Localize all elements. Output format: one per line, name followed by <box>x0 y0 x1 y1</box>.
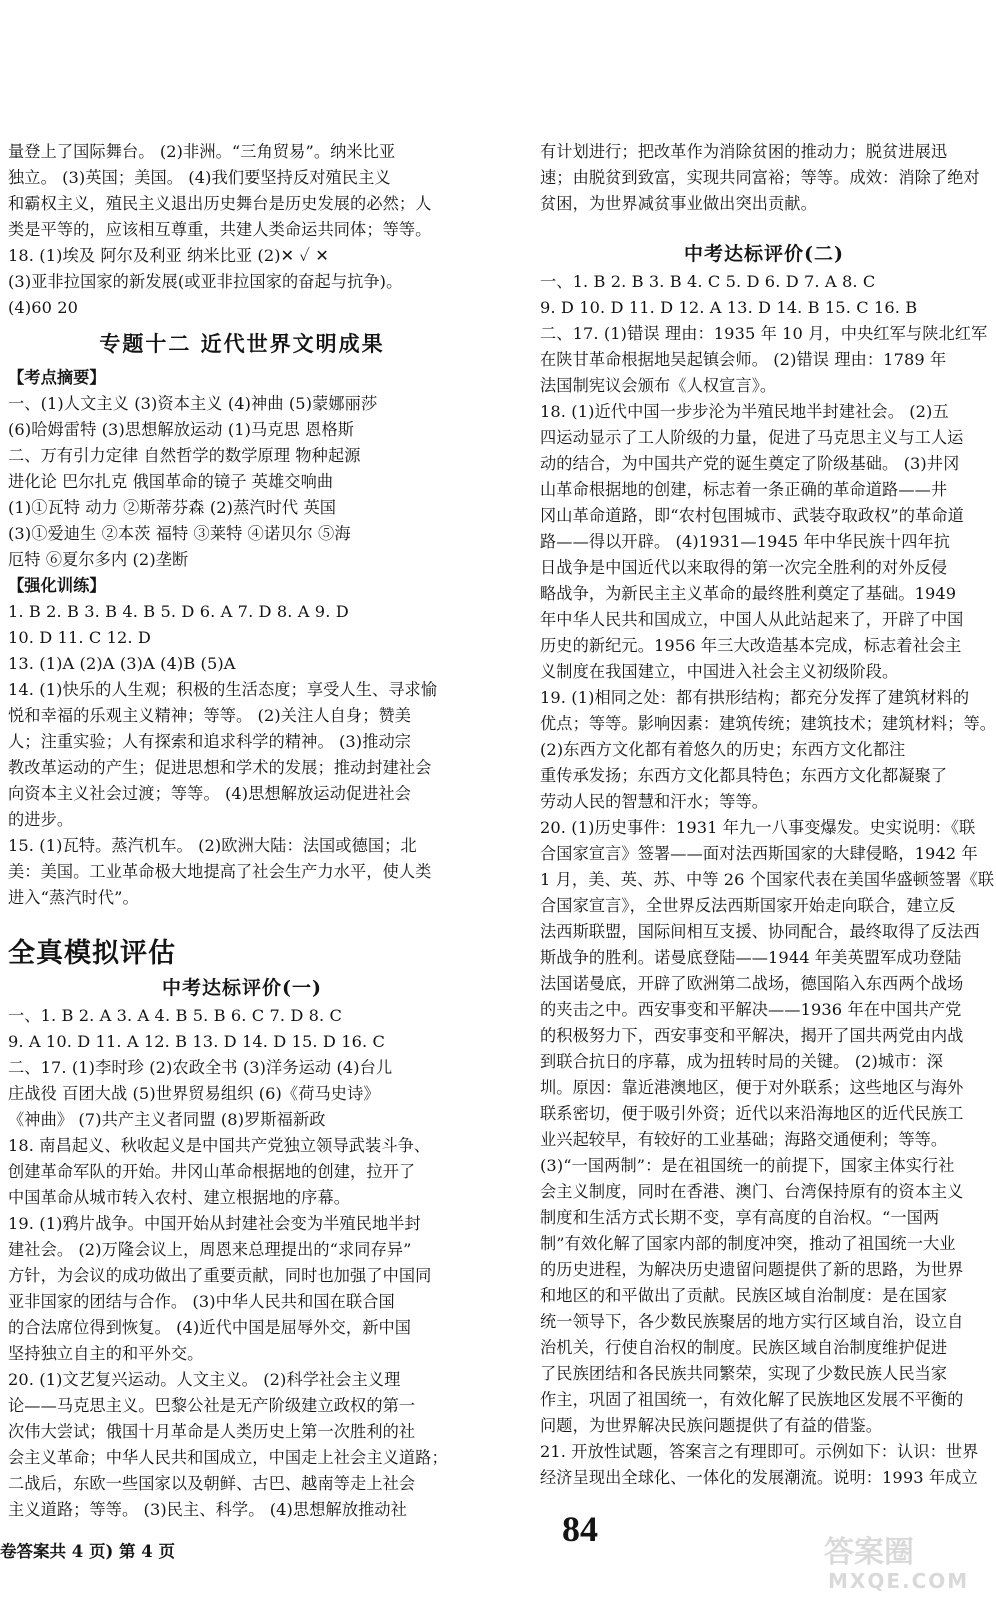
text-line: 贫困，为世界减贫事业做出突出贡献。 <box>540 194 817 213</box>
text-line: 山革命根据地的创建，标志着一条正确的革命道路——井 <box>540 480 948 499</box>
text-line: 亚非国家的团结与合作。 (3)中华人民共和国在联合国 <box>8 1292 395 1311</box>
text-line: 会主义革命；中华人民共和国成立，中国走上社会主义道路； <box>8 1448 448 1467</box>
text-line: 美：美国。工业革命极大地提高了社会生产力水平，使人类 <box>8 862 432 881</box>
text-line: 1 月，美、英、苏、中等 26 个国家代表在美国华盛顿签署《联 <box>540 870 995 889</box>
text-line: 法西斯联盟，国际间相互支援、协同配合，最终取得了反法西 <box>540 922 980 941</box>
page-number: 84 <box>562 1509 598 1549</box>
text-line: 和霸权主义，殖民主义退出历史舞台是历史发展的必然；人 <box>8 194 432 213</box>
text-line: 的夹击之中。西安事变和平解决——1936 年在中国共产党 <box>540 1000 962 1019</box>
text-line: 类是平等的，应该相互尊重，共建人类命运共同体；等等。 <box>8 220 432 239</box>
watermark-logo <box>818 1528 988 1594</box>
text-line: 10. D 11. C 12. D <box>8 628 152 647</box>
text-line: 合国家宣言》，全世界反法西斯国家开始走向联合，建立反 <box>540 896 956 915</box>
text-line: 问题，为世界解决民族问题提供了有益的借鉴。 <box>540 1416 883 1435</box>
text-line: 经济呈现出全球化、一体化的发展潮流。说明：1993 年成立 <box>540 1468 978 1487</box>
text-line: 治机关，行使自治权的制度。民族区域自治制度维护促进 <box>540 1338 948 1357</box>
section-title: 专题十二 近代世界文明成果 <box>99 331 385 356</box>
text-line: 二、17. (1)李时珍 (2)农政全书 (3)洋务运动 (4)台儿 <box>8 1058 393 1077</box>
text-line: 劳动人民的智慧和汗水；等等。 <box>540 792 769 811</box>
text-line: 19. (1)相同之处：都有拱形结构；都充分发挥了建筑材料的 <box>540 688 970 707</box>
text-line: 庄战役 百团大战 (5)世界贸易组织 (6)《荷马史诗》 <box>8 1084 380 1103</box>
text-line: 历史的新纪元。1956 年三大改造基本完成，标志着社会主 <box>540 636 962 655</box>
text-line: 和地区的和平做出了贡献。民族区域自治制度：是在国家 <box>540 1286 948 1305</box>
text-line: 路——得以开辟。 (4)1931—1945 年中华民族十四年抗 <box>540 532 951 551</box>
text-line: 冈山革命道路，即“农村包围城市、武装夺取政权”的革命道 <box>540 506 964 525</box>
text-line: 悦和幸福的乐观主义精神；等等。 (2)关注人自身；赞美 <box>8 706 412 725</box>
text-line: (1)①瓦特 动力 ②斯蒂芬森 (2)蒸汽时代 英国 <box>8 498 337 517</box>
text-line: 二、17. (1)错误 理由：1935 年 10 月，中央红军与陕北红军 <box>540 324 988 343</box>
text-line: 建社会。 (2)万隆会议上，周恩来总理提出的“求同存异” <box>8 1240 412 1259</box>
text-line: 18. 南昌起义、秋收起义是中国共产党独立领导武装斗争、 <box>8 1136 431 1155</box>
text-line: 13. (1)A (2)A (3)A (4)B (5)A <box>8 654 236 673</box>
text-line: 论——马克思主义。巴黎公社是无产阶级建立政权的第一 <box>8 1396 416 1415</box>
text-line: 四运动显示了工人阶级的力量，促进了马克思主义与工人运 <box>540 428 964 447</box>
watermark-icon <box>818 1528 988 1594</box>
text-line: 统一领导下，各少数民族聚居的地方实行区域自治，设立自 <box>540 1312 964 1331</box>
text-line: 制度和生活方式长期不变，享有高度的自治权。“一国两 <box>540 1208 940 1227</box>
text-line: 一、(1)人文主义 (3)资本主义 (4)神曲 (5)蒙娜丽莎 <box>8 394 378 413</box>
text-line: 9. D 10. D 11. D 12. A 13. D 14. B 15. C 16. B <box>540 298 918 317</box>
text-line: 动的结合，为中国共产党的诞生奠定了阶级基础。 (3)井冈 <box>540 454 960 473</box>
text-line: 法国诺曼底，开辟了欧洲第二战场，德国陷入东西两个战场 <box>540 974 964 993</box>
text-line: 主义道路；等等。 (3)民主、科学。 (4)思想解放推动社 <box>8 1500 407 1519</box>
text-line: 法国制宪议会颁布《人权宣言》。 <box>540 376 777 395</box>
text-line: 作主，巩固了祖国统一，有效化解了民族地区发展不平衡的 <box>540 1390 964 1409</box>
text-line: (2)东西方文化都有着悠久的历史；东西方文化都注 <box>540 740 906 759</box>
text-line: (3)①爱迪生 ②本茨 福特 ③莱特 ④诺贝尔 ⑤海 <box>8 524 351 543</box>
text-line: 的合法席位得到恢复。 (4)近代中国是屈辱外交，新中国 <box>8 1318 412 1337</box>
text-line: 业兴起较早，有较好的工业基础；海路交通便利；等等。 <box>540 1130 948 1149</box>
text-line: 了民族团结和各民族共同繁荣，实现了少数民族人民当家 <box>540 1364 948 1383</box>
text-line: 略战争，为新民主主义革命的最终胜利奠定了基础。1949 <box>540 584 957 603</box>
text-line: 的进步。 <box>8 810 74 829</box>
text-line: 创建革命军队的开始。井冈山革命根据地的创建，拉开了 <box>8 1162 416 1181</box>
exam-title: 中考达标评价(二) <box>684 243 844 265</box>
subsection-label: 【强化训练】 <box>8 576 106 595</box>
text-line: 到联合抗日的序幕，成为扭转时局的关键。 (2)城市：深 <box>540 1052 944 1071</box>
part-title: 全真模拟评估 <box>8 938 176 969</box>
text-line: 在陕甘革命根据地吴起镇会师。 (2)错误 理由：1789 年 <box>540 350 947 369</box>
text-line: (6)哈姆雷特 (3)思想解放运动 (1)马克思 恩格斯 <box>8 420 355 439</box>
text-line: 21. 开放性试题，答案言之有理即可。示例如下：认识：世界 <box>540 1442 979 1461</box>
text-line: 重传承发扬；东西方文化都具特色；东西方文化都凝聚了 <box>540 766 948 785</box>
text-line: 9. A 10. D 11. A 12. B 13. D 14. D 15. D 16. C <box>8 1032 386 1051</box>
text-line: 向资本主义社会过渡；等等。 (4)思想解放运动促进社会 <box>8 784 412 803</box>
text-line: 方针，为会议的成功做出了重要贡献，同时也加强了中国同 <box>8 1266 432 1285</box>
text-line: 18. (1)埃及 阿尔及利亚 纳米比亚 (2)✕ ✓ ✕ <box>8 246 330 265</box>
text-line: 圳。原因：靠近港澳地区，便于对外联系；这些地区与海外 <box>540 1078 964 1097</box>
text-line: 优点；等等。影响因素：建筑传统；建筑技术；建筑材料；等。 <box>540 714 996 733</box>
exam-title: 中考达标评价(一) <box>162 977 322 999</box>
text-line: 合国家宣言》签署——面对法西斯国家的大肆侵略，1942 年 <box>540 844 978 863</box>
text-line: 19. (1)鸦片战争。中国开始从封建社会变为半殖民地半封 <box>8 1214 421 1233</box>
text-line: 二、万有引力定律 自然哲学的数学原理 物种起源 <box>8 446 361 465</box>
svg-text:MXQE.COM: MXQE.COM <box>828 1569 970 1593</box>
text-line: 义制度在我国建立，中国进入社会主义初级阶段。 <box>540 662 899 681</box>
text-line: 进入“蒸汽时代”。 <box>8 888 139 907</box>
text-line: 一、1. B 2. A 3. A 4. B 5. B 6. C 7. D 8. C <box>8 1006 343 1025</box>
text-line: 人；注重实验；人有探索和追求科学的精神。 (3)推动宗 <box>8 732 412 751</box>
text-line: 进化论 巴尔扎克 俄国革命的镜子 英雄交响曲 <box>8 472 334 491</box>
text-line: 20. (1)历史事件：1931 年九一八事变爆发。史实说明：《联 <box>540 818 976 837</box>
text-line: 教改革运动的产生；促进思想和学术的发展；推动封建社会 <box>8 758 432 777</box>
text-line: 日战争是中国近代以来取得的第一次完全胜利的对外反侵 <box>540 558 948 577</box>
text-line: 次伟大尝试；俄国十月革命是人类历史上第一次胜利的社 <box>8 1422 416 1441</box>
text-line: (3)“一国两制”：是在祖国统一的前提下，国家主体实行社 <box>540 1156 955 1175</box>
text-line: 的积极努力下，西安事变和平解决，揭开了国共两党由内战 <box>540 1026 964 1045</box>
svg-text:答案圈: 答案圈 <box>824 1535 914 1570</box>
text-line: 厄特 ⑥夏尔多内 (2)垄断 <box>8 550 189 569</box>
subsection-label: 【考点摘要】 <box>8 368 106 387</box>
text-line: 会主义制度，同时在香港、澳门、台湾保持原有的资本主义 <box>540 1182 964 1201</box>
page-footer: 卷答案共 4 页) 第 4 页 <box>0 1542 175 1561</box>
text-line: 独立。 (3)英国；美国。 (4)我们要坚持反对殖民主义 <box>8 168 391 187</box>
text-line: 制”有效化解了国家内部的制度冲突，推动了祖国统一大业 <box>540 1234 956 1253</box>
text-line: 《神曲》 (7)共产主义者同盟 (8)罗斯福新政 <box>8 1110 326 1129</box>
text-line: 有计划进行；把改革作为消除贫困的推动力；脱贫进展迅 <box>540 142 948 161</box>
text-line: (4)60 20 <box>8 298 79 317</box>
text-line: 20. (1)文艺复兴运动。人文主义。 (2)科学社会主义理 <box>8 1370 401 1389</box>
text-line: 斯战争的胜利。诺曼底登陆——1944 年美英盟军成功登陆 <box>540 948 962 967</box>
text-line: 的历史进程，为解决历史遗留问题提供了新的思路，为世界 <box>540 1260 964 1279</box>
text-line: 1. B 2. B 3. B 4. B 5. D 6. A 7. D 8. A 9. D <box>8 602 349 621</box>
text-line: 18. (1)近代中国一步步沦为半殖民地半封建社会。 (2)五 <box>540 402 949 421</box>
text-line: 量登上了国际舞台。 (2)非洲。“三角贸易”。纳米比亚 <box>8 142 396 161</box>
text-line: 联系密切，便于吸引外资；近代以来沿海地区的近代民族工 <box>540 1104 964 1123</box>
text-line: 15. (1)瓦特。蒸汽机车。 (2)欧洲大陆：法国或德国；北 <box>8 836 417 855</box>
text-line: 速；由脱贫到致富，实现共同富裕；等等。成效：消除了绝对 <box>540 168 980 187</box>
text-line: 一、1. B 2. B 3. B 4. C 5. D 6. D 7. A 8. C <box>540 272 876 291</box>
text-line: 中国革命从城市转入农村、建立根据地的序幕。 <box>8 1188 351 1207</box>
text-line: 14. (1)快乐的人生观；积极的生活态度；享受人生、寻求愉 <box>8 680 438 699</box>
text-line: (3)亚非拉国家的新发展(或亚非拉国家的奋起与抗争)。 <box>8 272 403 291</box>
text-line: 年中华人民共和国成立，中国人从此站起来了，开辟了中国 <box>540 610 964 629</box>
text-line: 二战后，东欧一些国家以及朝鲜、古巴、越南等走上社会 <box>8 1474 416 1493</box>
text-line: 坚持独立自主的和平外交。 <box>8 1344 204 1363</box>
